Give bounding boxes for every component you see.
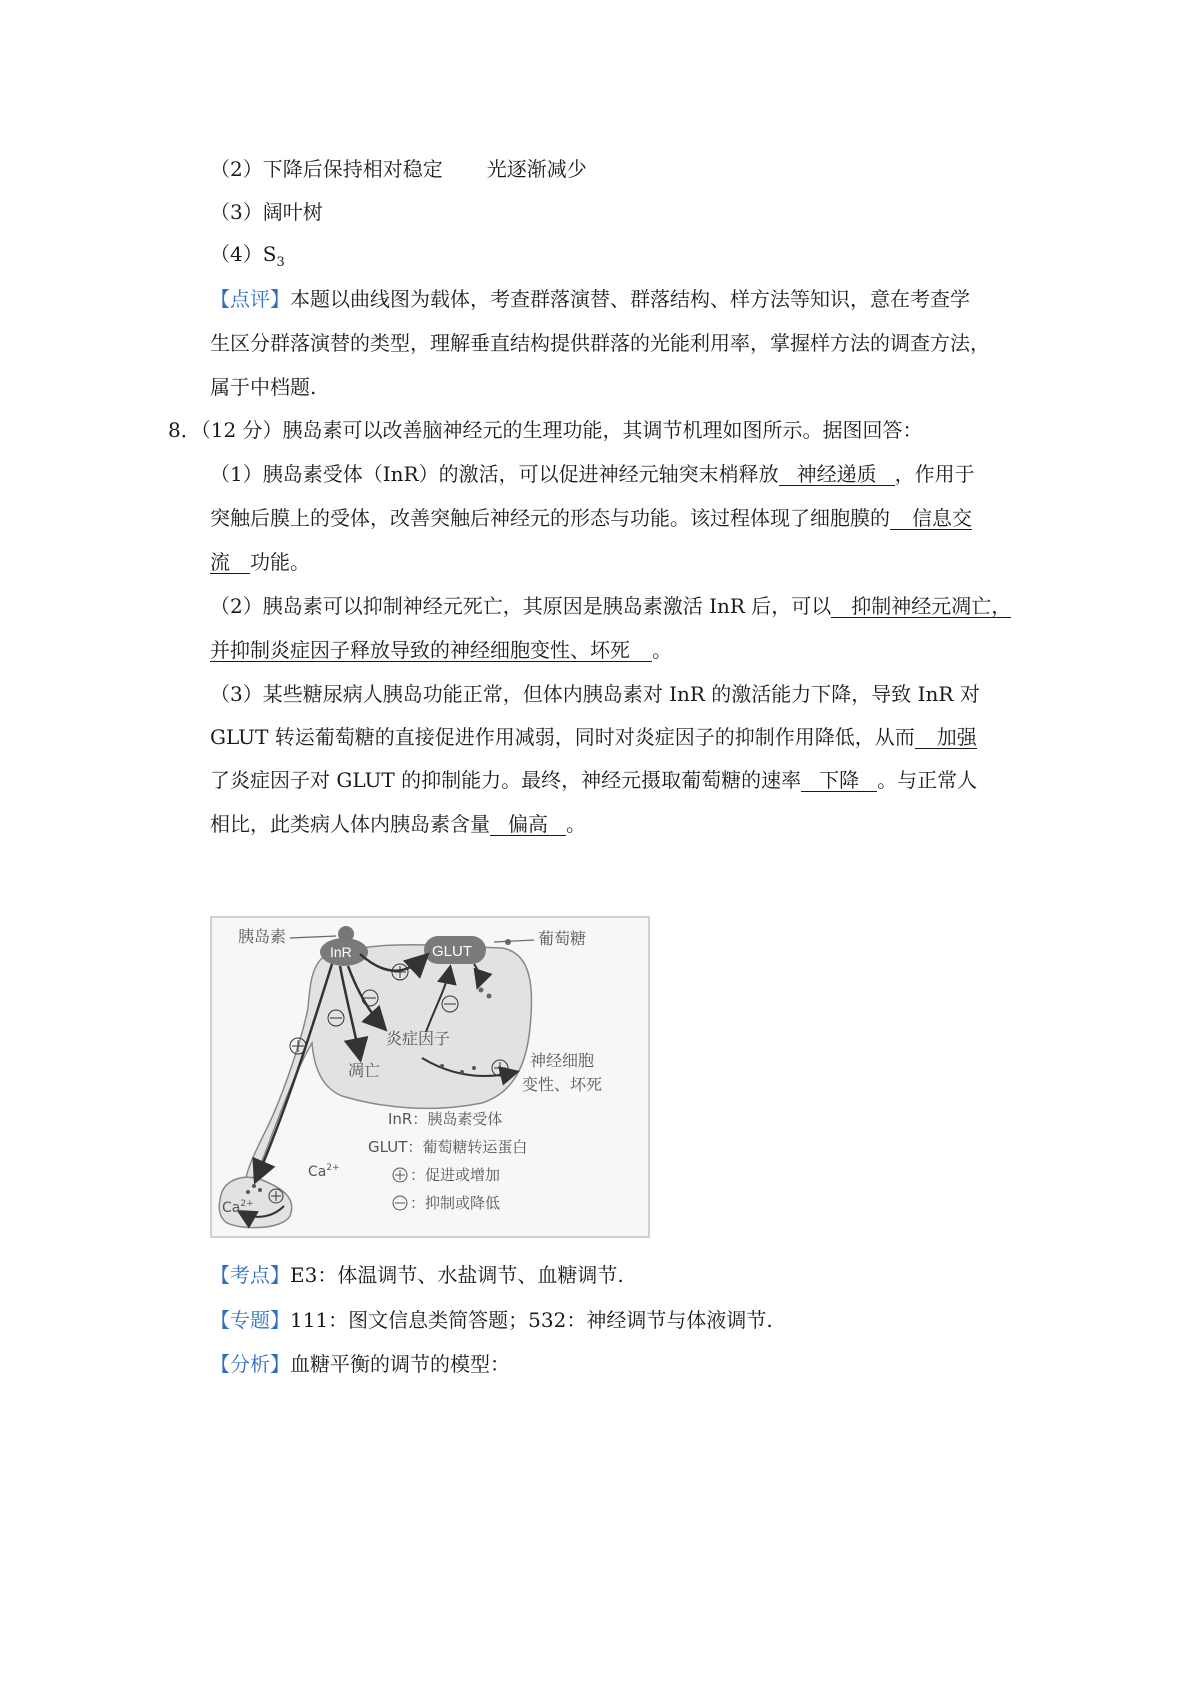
legend-plus-icon <box>393 1168 407 1182</box>
answer-blank: 偏高 <box>490 813 566 836</box>
answer-blank: 下降 <box>801 769 877 792</box>
glucose-dot <box>487 994 492 999</box>
answer-3: （3）阔叶树 <box>210 200 323 224</box>
legend-minus: ：抑制或降低 <box>410 1194 501 1212</box>
plus-symbol <box>290 1038 306 1054</box>
answer-4: $(4)S_3$ <box>210 242 285 270</box>
answer-blank: 神经递质 <box>779 463 895 486</box>
q8-part1-line1: （1）胰岛素受体（InR）的激活，可以促进神经元轴突末梢释放 神经递质 ，作用于 <box>210 462 975 486</box>
glut-label: GLUT <box>432 943 473 960</box>
plus-symbol <box>492 1060 508 1076</box>
q8-part3-line2: GLUT 转运葡萄糖的直接促进作用减弱，同时对炎症因子的抑制作用降低，从而 加强 <box>210 725 977 749</box>
comment-line-1: 【点评】本题以曲线图为载体，考查群落演替、群落结构、样方法等知识，意在考查学 <box>210 287 970 311</box>
legend-minus-icon <box>393 1196 407 1210</box>
answer-blank: 加强 <box>915 726 977 749</box>
comment-line-3: 属于中档题. <box>210 375 317 399</box>
q8-part3-line1: （3）某些糖尿病人胰岛功能正常，但体内胰岛素对 InR 的激活能力下降，导致 InR 对 <box>210 682 980 706</box>
inflammation-label: 炎症因子 <box>386 1029 451 1048</box>
q8-part3-line4: 相比，此类病人体内胰岛素含量 偏高 。 <box>210 812 586 836</box>
ca-label-outside: $Ca^{2+}$ <box>308 1163 340 1180</box>
q8-part2-line2: 并抑制炎症因子释放导致的神经细胞变性、坏死 。 <box>210 638 672 662</box>
answer-blank: 流 <box>210 551 250 574</box>
answer-blank: 并抑制炎症因子释放导致的神经细胞变性、坏死 <box>210 639 652 662</box>
q8-part3-line3: 了炎症因子对 GLUT 的抑制能力。最终，神经元摄取葡萄糖的速率 下降 。与正常人 <box>210 768 978 792</box>
degeneration-label-2: 变性、坏死 <box>522 1075 603 1094</box>
factor-dot <box>440 1064 444 1068</box>
legend-inr: InR：胰岛素受体 <box>388 1110 503 1128</box>
answer-blank: 信息交 <box>890 507 972 530</box>
vesicle-dot <box>258 1188 262 1192</box>
glucose-pointer <box>494 940 534 942</box>
zhuanti-tag: 【专题】 <box>210 1308 290 1332</box>
insulin-mechanism-diagram <box>210 916 650 1238</box>
answer-blank: 抑制神经元凋亡， <box>831 595 1011 618</box>
plus-symbol <box>269 1189 283 1203</box>
fenxi-tag: 【分析】 <box>210 1352 290 1376</box>
factor-dot <box>472 1066 476 1070</box>
q8-part1-line3: 流 功能。 <box>210 550 310 574</box>
glucose-label: 葡萄糖 <box>538 929 587 948</box>
answer-2: （2）下降后保持相对稳定 光逐渐减少 <box>210 157 587 181</box>
plus-symbol <box>392 964 408 980</box>
vesicle-dot <box>252 1184 256 1188</box>
insulin-molecule <box>338 926 354 942</box>
zhuanti-line: 【专题】111：图文信息类简答题；532：神经调节与体液调节. <box>210 1308 773 1332</box>
legend-glut: GLUT：葡萄糖转运蛋白 <box>368 1138 528 1156</box>
comment-line-2: 生区分群落演替的类型，理解垂直结构提供群落的光能利用率，掌握样方法的调查方法， <box>210 331 990 355</box>
insulin-label: 胰岛素 <box>238 927 287 946</box>
apoptosis-label: 凋亡 <box>348 1061 381 1080</box>
factor-dot <box>460 1070 464 1074</box>
question-stem: 8．（12 分）胰岛素可以改善脑神经元的生理功能，其调节机理如图所示。据图回答： <box>168 418 923 442</box>
kaodian-tag: 【考点】 <box>210 1263 290 1287</box>
insulin-pointer <box>290 936 336 938</box>
ca-label-inside: $Ca^{2+}$ <box>222 1199 254 1216</box>
diagram-svg <box>212 918 648 1236</box>
vesicle-dot <box>246 1190 250 1194</box>
q8-part2-line1: （2）胰岛素可以抑制神经元死亡，其原因是胰岛素激活 InR 后，可以 抑制神经元凋亡， <box>210 594 1012 618</box>
fenxi-line: 【分析】血糖平衡的调节的模型： <box>210 1352 510 1376</box>
degeneration-label-1: 神经细胞 <box>530 1051 595 1070</box>
glucose-dot <box>479 988 484 993</box>
comment-tag: 【点评】 <box>210 287 290 311</box>
q8-part1-line2: 突触后膜上的受体，改善突触后神经元的形态与功能。该过程体现了细胞膜的 信息交 <box>210 506 972 530</box>
legend-plus: ：促进或增加 <box>410 1166 501 1184</box>
inr-label: InR <box>330 944 352 960</box>
kaodian-line: 【考点】E3：体温调节、水盐调节、血糖调节. <box>210 1263 624 1287</box>
